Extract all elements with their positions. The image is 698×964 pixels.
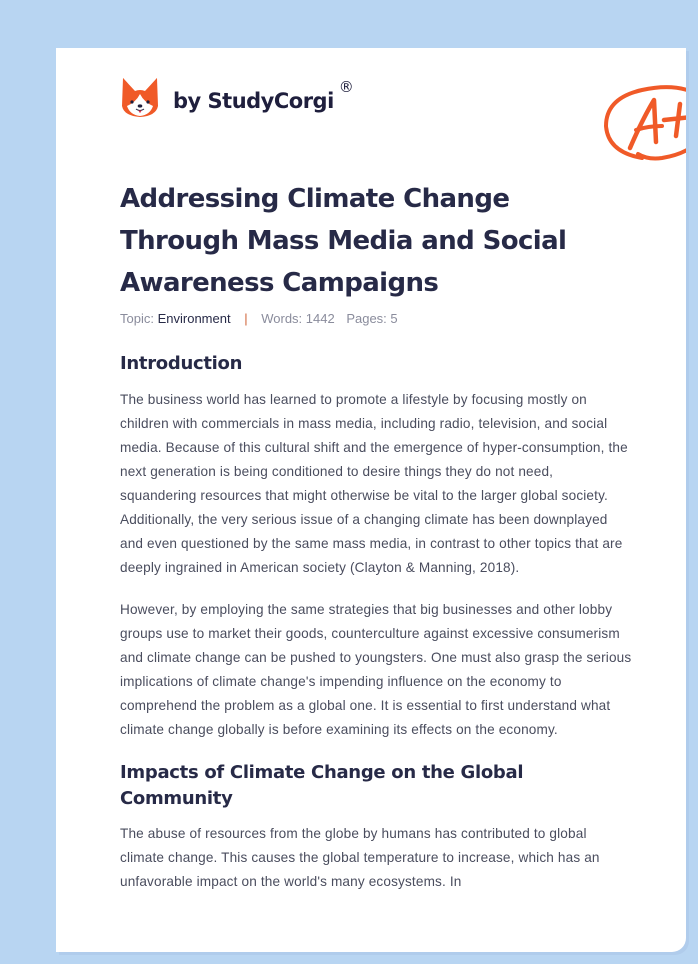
section-heading: Impacts of Climate Change on the Global Community <box>120 762 524 809</box>
registered-mark: ® <box>338 78 354 96</box>
header <box>120 74 650 144</box>
document-card <box>56 48 686 952</box>
topic-label: Topic: <box>120 311 154 326</box>
topic-link[interactable]: Environment <box>157 311 231 326</box>
page-count: Pages: 5 <box>346 311 398 326</box>
document-meta <box>120 311 398 326</box>
studycorgi-logo[interactable] <box>120 76 354 120</box>
paragraph: The abuse of resources from the globe by humans has contributed to global climate change. This causes the global temperature to increase, which has an unfavorable impact on the world's many ecosystems. In <box>120 826 600 889</box>
brand-name: by StudyCorgi <box>173 89 334 113</box>
paragraph: The business world has learned to promote a lifestyle by focusing mostly on children with commercials in mass media, including radio, television, and social media. Because of this cultural shift and the emergence of hyper-consumption, the next generation is being conditioned to desire things they do not need, squandering resources that might otherwise be vital to the larger global society. Additionally, the very serious issue of a changing climate has been downplayed and even questioned by the same mass media, in contrast to other topics that are deeply ingrained in American society (Clayton & Manning, 2018). <box>120 392 628 575</box>
paragraph: However, by employing the same strategies that big businesses and other lobby groups use to market their goods, counterculture against excessive consumerism and climate change can be pushed to youngsters. One must also grasp the serious implications of climate change's impending influence on the economy to comprehend the problem as a global one. It is essential to first understand what climate change globally is before examining its effects on the economy. <box>120 602 632 737</box>
meta-separator: | <box>244 311 248 326</box>
document-body <box>120 351 632 912</box>
section-introduction <box>120 351 632 742</box>
section-impacts <box>120 760 632 894</box>
document-title: Addressing Climate Change Through Mass Media and Social Awareness Campaigns <box>120 184 567 298</box>
word-count: Words: 1442 <box>261 311 335 326</box>
corgi-face-icon <box>120 76 160 120</box>
a-plus-grade-icon <box>602 82 686 164</box>
section-heading: Introduction <box>120 353 243 374</box>
